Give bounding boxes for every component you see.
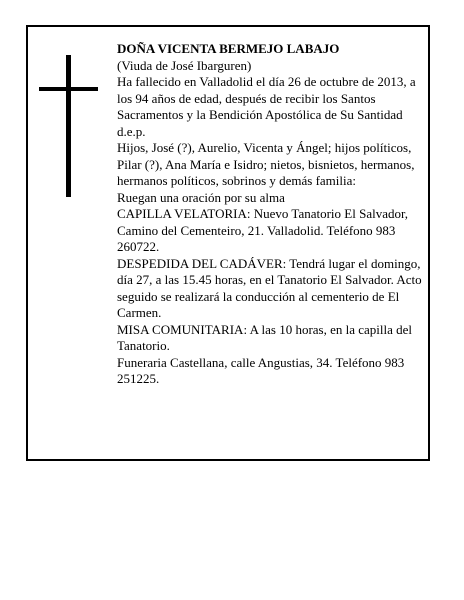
mass-info: MISA COMUNITARIA: A las 10 horas, en la capilla del Tanatorio. [117, 321, 413, 353]
cross-vertical-bar [66, 55, 71, 197]
cross-horizontal-bar [39, 87, 98, 91]
funeral-home-info: Funeraria Castellana, calle Angustias, 34. Teléfono 983 251225. [117, 354, 405, 386]
widow-subtitle: (Viuda de José Ibarguren) [117, 57, 252, 73]
notice-text [117, 41, 423, 388]
farewell-info: DESPEDIDA DEL CADÁVER: Tendrá lugar el domingo, día 27, a las 15.45 horas, en el Tanatorio El Salvador. Acto seguido se realizará la conducción al cementerio de El Carmen. [117, 255, 422, 320]
wake-chapel-info: CAPILLA VELATORIA: Nuevo Tanatorio El Salvador, Camino del Cementeiro, 21. Valladolid. Teléfono 983 260722. [117, 206, 409, 254]
deceased-name: DOÑA VICENTA BERMEJO LABAJO [117, 41, 340, 56]
death-announcement: Ha fallecido en Valladolid el día 26 de octubre de 2013, a los 94 años de edad, después de recibir los Santos Sacramentos y la Bendición Apostólica de Su Santidad d.e.p. [117, 74, 416, 139]
prayer-request: Ruegan una oración por su alma [117, 189, 285, 205]
obituary-notice [26, 25, 430, 461]
family-list: Hijos, José (?), Aurelio, Vicenta y Ángel; hijos políticos, Pilar (?), Ana María e Isidro; nietos, bisnietos, hermanos, hermanos políticos, sobrinos y demás familia: [117, 140, 415, 188]
